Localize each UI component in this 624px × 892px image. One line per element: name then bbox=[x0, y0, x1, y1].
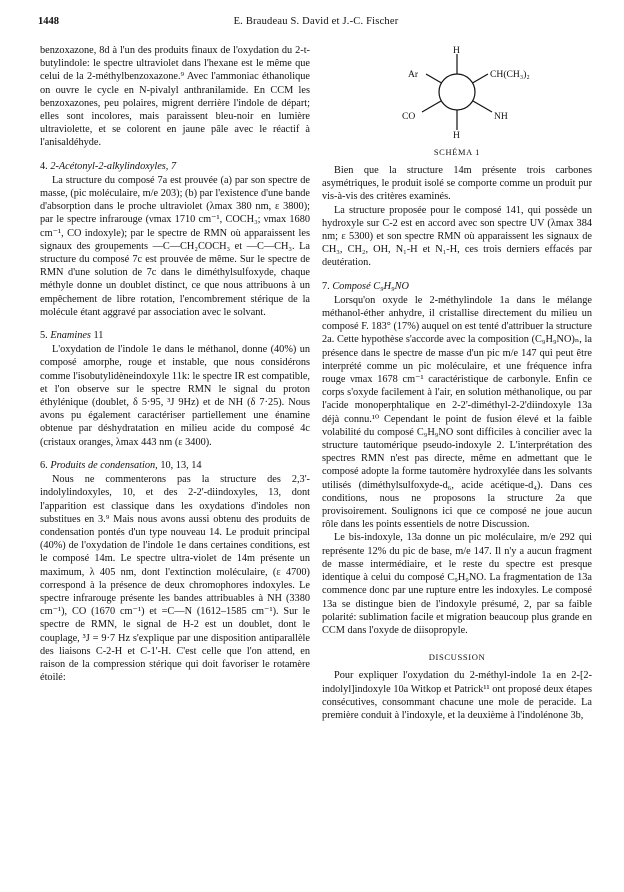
page-number: 1448 bbox=[38, 16, 59, 27]
scheme-label-ar: Ar bbox=[408, 69, 419, 80]
section-heading-6 bbox=[40, 459, 310, 472]
scheme-label-h-top: H bbox=[453, 45, 460, 56]
left-column bbox=[40, 44, 310, 684]
paragraph: La structure du composé 7a est prouvée (a) par son spectre de masse, (pic moléculaire, m/e 203); (b) par l'existence d'une bande d'absorption dans le proche ultraviolet (λmax 380 nm, ε 3800); par le spectre infrarouge (νmax 1710 cm⁻¹, COCH₃; νmax 1680 cm⁻¹, CO indoxyle); par le spectre de RMN où apparaissent les signaux des groupements —C—CH₂COCH₃ et —C—CH₃. La structure du composé 7c est prouvée de même. Sur le spectre de RMN d'une solution de 7c dans le diméthylsulfoxyde, chaque méthyle donne un doublet distinct, ce que nous attribuons à un empêchement de libre rotation, l'encombrement stérique de la molécule étant aggravé par association avec le solvant. bbox=[40, 174, 310, 318]
scheme-label-co: CO bbox=[402, 111, 416, 122]
paragraph: Lorsqu'on oxyde le 2-méthylindole 1a dans le mélange méthanol-éther anhydre, il cristallise directement du milieu un composé F. 183° (17%) auquel on est tenté d'attribuer la structure 2a. Cette hypothèse s'accorde avec la composition (C₉H₉NO)ₙ, la présence dans le spectre de masse d'un pic m/e 147 qui peut être interprété comme un pic moléculaire, et une fréquence infra rouge νmax 1678 cm⁻¹ caractéristique de carbonyle. Enfin ce corps s'oxyde facilement à l'air, en solution méthanolique, ou par l'acide monoperphtalique en 2-2'-diméthyl-2-2'diindoxyle 13a déjà connu.¹⁰ Cependant le point de fusion élevé et la faible volabilité du composé C₉H₉NO sont difficiles à concilier avec la structure tautomérique pseudo-indoxyle 2. L'interprétation des spectres RMN n'est pas directe, même en admettant que le composé adopte la forme tautomère hydroxylée dans les solvants utilisés (diméthylsulfoxyde-d₆, acide acétique-d₄). Dans ces conditions, nous ne proposons la structure 2a que provisoirement. Soulignons ici que ce composé ne joue aucun rôle dans les points essentiels de notre Discussion. bbox=[322, 294, 592, 531]
section-heading-7 bbox=[322, 280, 592, 293]
paragraph: Le bis-indoxyle, 13a donne un pic moléculaire, m/e 292 qui représente 12% du pic de base, m/e 147. Il n'y a aucun fragment de masse intermédiaire, et le reste du spectre est presque identique à celui du composé C₉H₉NO. La fragmentation de 13a commence donc par une rupture entre les indoxyles. Le composé 13a se distingue bien de l'indoxyle présumé, 2, par sa faible polarité: sublimation facile et migration beaucoup plus grande en CCM dans l'oxyde de diisopropyle. bbox=[322, 532, 592, 636]
section-compound-ref: 10, 13, 14 bbox=[160, 459, 202, 471]
paragraph: L'oxydation de l'indole 1e dans le méthanol, donne (40%) un composé amorphe, rouge et instable, que nous considérons comme l'isobutylidèneindoxyle 11k: le spectre IR est compatible, et l'on observe sur le spectre RMN le signal du proton éthylénique (doublet, δ 5·95, ³J 9Hz) et de NH (δ 7·25). Nous avons pu également caractériser partiellement une énamine obtenue par déshydratation en milieu acide du composé 4c (cristaux oranges, λmax 443 nm (ε 3400). bbox=[40, 344, 310, 448]
scheme-label-h-bottom: H bbox=[453, 130, 460, 141]
section-title: Composé C₉H₉NO bbox=[332, 280, 409, 292]
running-title: E. Braudeau S. David et J.-C. Fischer bbox=[233, 16, 399, 27]
section-title: Produits de condensation, bbox=[50, 459, 158, 471]
section-title: Enamines bbox=[50, 330, 91, 342]
section-number: 4. bbox=[40, 160, 48, 172]
right-column bbox=[322, 44, 592, 722]
section-number: 7. bbox=[322, 280, 330, 292]
paragraph: Pour expliquer l'oxydation du 2-méthyl-indole 1a en 2-[2-indolyl]indoxyle 10a Witkop et Patrick¹¹ ont proposé deux étapes consécutives, consommant chacune une mole de peracide. La première conduit à l'indoxyle, et la deuxième à l'indolénone 3b, bbox=[322, 670, 592, 721]
page-header bbox=[38, 16, 594, 32]
paragraph: La structure proposée pour le composé 141, qui possède un hydroxyle sur C-2 est en accord avec son spectre UV (λmax 384 nm; ε 5300) et son spectre RMN où apparaissent les signaux de CH₃, CH₂, OH, N₁-H et N₁-H, ces trois derniers effacés par deutération. bbox=[322, 204, 592, 269]
scheme-label-ch: CH(CH₃)₂ bbox=[490, 69, 530, 80]
section-heading-5 bbox=[40, 329, 310, 342]
section-heading-4 bbox=[40, 160, 310, 173]
section-number: 5. bbox=[40, 330, 48, 342]
newman-projection-scheme bbox=[322, 44, 592, 164]
scheme-label-nh: NH bbox=[494, 111, 508, 122]
discussion-heading: DISCUSSION bbox=[428, 652, 486, 663]
paragraph: Nous ne commenterons pas la structure des 2,3'-indolylindoxyles, 10, et des 2-2'-diindoxyles, 13, dont l'apparition est classique dans les oxydations d'indoles non substitues en 3.⁹ Mais nous avons aussi obtenu des produits de condensation pontés d'un type nouveau 14. Le produit principal (40%) de l'oxydation de l'indole 1e dans certaines conditions, est le composé 14m. Le spectre ultra-violet de 14m présente un maximum, λ 405 nm, dont l'extinction moléculaire, (ε 4700) correspond à la présence de deux chromophores indoxyles. Le spectre infrarouge présente les bandes attribuables à NH (3380 cm⁻¹), CO (1670 cm⁻¹) et =C—N (1612–1585 cm⁻¹). Sur le spectre de RMN, le signal de H-2 est un doublet, dont le couplage, ³J = 9·7 Hz s'explique par une disposition antiparallèle des liaisons C-2-H et C-1'-H. C'est celle que l'on attend, en raison de la compression stérique qui doit favoriser le rotamère étoilé: bbox=[40, 474, 310, 684]
section-compound-ref: 11 bbox=[93, 330, 104, 342]
paragraph: benzoxazone, 8d à l'un des produits finaux de l'oxydation du 2-t-butylindole: le spectre ultraviolet dans l'hexane est le même que celui de la 2-méthylbenzoxazone.⁹ Avec l'ammoniac éthanolique on ouvre le cycle en N-pivalyl anthranilamide. En CCM les benzoxazones, peu polaires, migrent derrière l'indole de départ; elles sont incolores, mais paraissent bleu-noir en lumière ultraviolette, et se colorent en jaune pâle avec le réactif à l'anisaldéhyde. bbox=[40, 45, 310, 149]
section-title: 2-Acétonyl-2-alkylindoxyles, 7 bbox=[50, 160, 177, 172]
paragraph: Bien que la structure 14m présente trois carbones asymétriques, le produit isolé se comporte comme un produit pur vis-à-vis des critères examinés. bbox=[322, 165, 592, 203]
scheme-caption: SCHÉMA 1 bbox=[433, 148, 481, 157]
section-number: 6. bbox=[40, 459, 48, 471]
